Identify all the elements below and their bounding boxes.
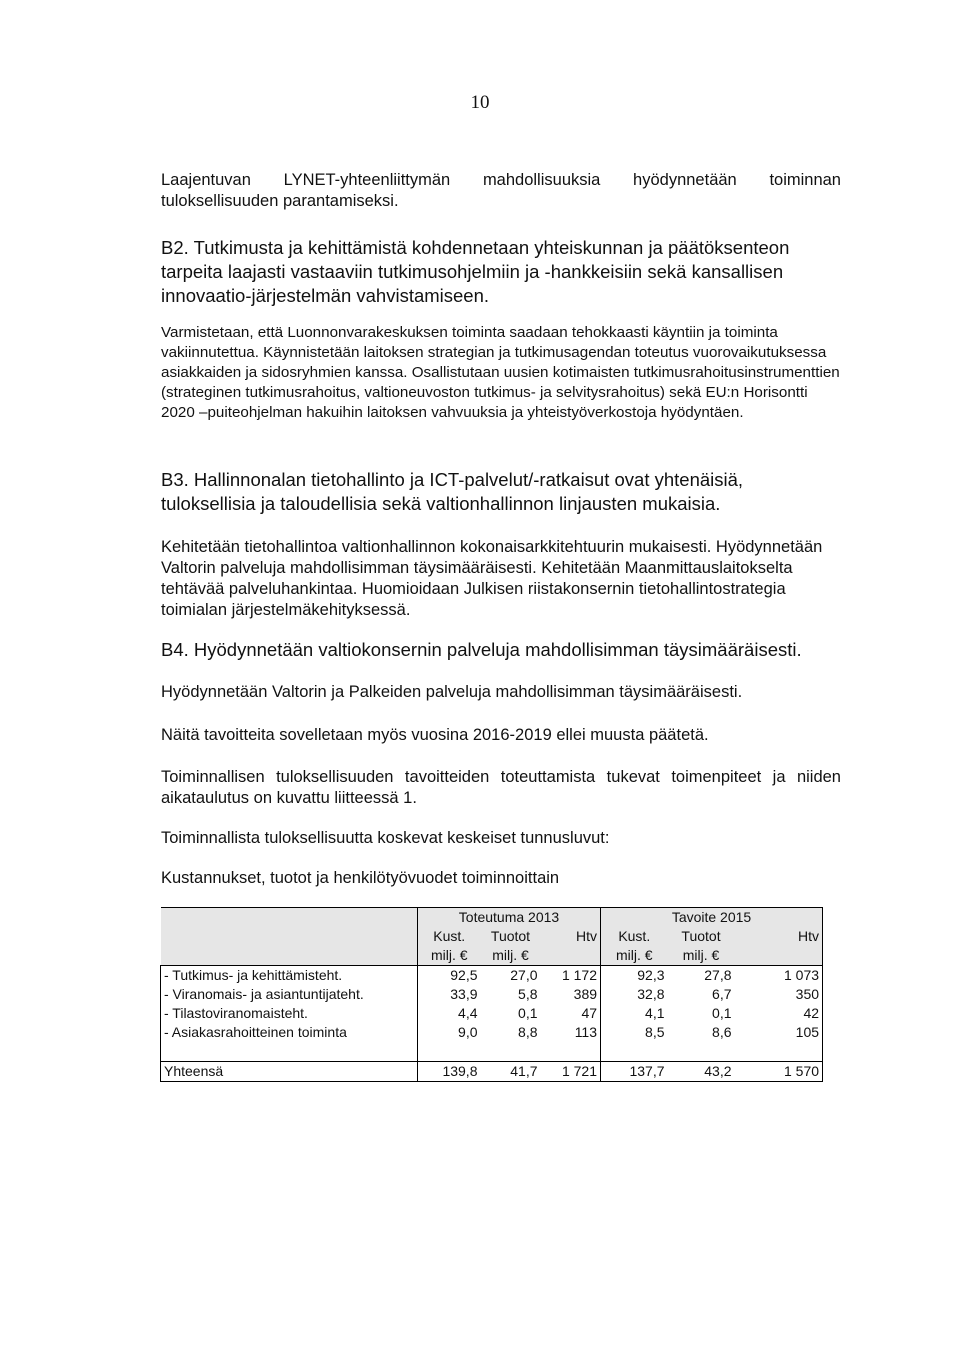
table-unit-row xyxy=(161,946,823,966)
total-label: Yhteensä xyxy=(161,1062,418,1082)
b3-heading: B3. Hallinnonalan tietohallinto ja ICT-palvelut/-ratkaisut ovat yhtenäisiä, tuloksellisia ja taloudellisia sekä valtionhallinnon linjausten mukaisia. xyxy=(161,469,744,514)
spacer-cell xyxy=(418,1042,481,1062)
cell-htv-2013: 1 172 xyxy=(561,967,598,983)
header-empty-cell xyxy=(161,908,418,928)
cell-kust-2013: 4,4 xyxy=(418,1004,481,1023)
unit-kust-2015: milj. € xyxy=(601,946,668,966)
col-htv-2013: Htv xyxy=(576,928,598,944)
spacer-cell xyxy=(161,1042,418,1062)
kpi-intro: Toiminnallista tuloksellisuutta koskevat keskeiset tunnusluvut: xyxy=(161,829,610,847)
unit-tuotot-2013: milj. € xyxy=(481,946,541,966)
table-group-header-row xyxy=(161,908,823,928)
unit-kust-2013: milj. € xyxy=(418,946,481,966)
cell-tuotot-2015: 8,6 xyxy=(712,1024,732,1040)
unit-htv-2013-empty xyxy=(541,946,601,966)
total-htv-2015: 1 570 xyxy=(735,1062,823,1082)
b2-paragraph: Varmistetaan, että Luonnonvarakeskuksen toiminta saadaan tehokkaasti käyntiin ja toiminta vakiinnutettua. Käynnistetään laitoksen strategian ja tutkimusagendan toteutus vuorovaikutuksessa asiakkaiden ja sidosryhmien kanssa. Osallistutaan uusien kotimaisten tutkimusrahoitusinstrumenttien (strateginen tutkimusrahoitus, valtioneuvoston tutkimus- ja selvitysrahoitus) sekä EU:n Horisontti 2020 –puiteohjelman hakuihin laitoksen vahvuuksia ja yhteistyöverkostoja hyödyntäen. xyxy=(161,324,840,421)
cell-htv-2015: 105 xyxy=(735,1023,823,1042)
cell-htv-2015: 42 xyxy=(735,1004,823,1023)
kpi-table xyxy=(160,907,823,1082)
cell-tuotot-2013: 27,0 xyxy=(510,967,538,983)
cell-kust-2013: 92,5 xyxy=(418,966,481,986)
header-empty-cell xyxy=(161,927,418,946)
spacer-cell xyxy=(668,1042,735,1062)
b4-paragraph: Hyödynnetään Valtorin ja Palkeiden palveluja mahdollisimman täysimääräisesti. xyxy=(161,683,743,701)
b2-heading: B2. Tutkimusta ja kehittämistä kohdennetaan yhteiskunnan ja päätöksenteon tarpeita laajasti vastaaviin tutkimusohjelmiin ja -hankkeisiin sekä kansallisen innovaatio-järjestelmän vahvistamiseen. xyxy=(161,237,790,306)
table-total-row xyxy=(161,1062,823,1082)
annex-note: Toiminnallisen tuloksellisuuden tavoitteiden toteuttamista tukevat toimenpiteet ja niiden aikataulutus on kuvattu liitteessä 1. xyxy=(161,768,841,807)
unit-tuotot-2015: milj. € xyxy=(668,946,735,966)
intro-paragraph xyxy=(161,170,841,212)
total-tuotot-2013: 41,7 xyxy=(481,1062,541,1082)
cell-htv-2015: 1 073 xyxy=(735,966,823,986)
total-kust-2013: 139,8 xyxy=(418,1062,481,1082)
table-row xyxy=(161,966,823,986)
table-caption: Kustannukset, tuotot ja henkilötyövuodet toiminnoittain xyxy=(161,869,560,887)
row-label: - Tilastoviranomaisteht. xyxy=(161,1004,418,1023)
spacer-cell xyxy=(601,1042,668,1062)
unit-htv-2015-empty xyxy=(735,946,823,966)
table-spacer-row xyxy=(161,1042,823,1062)
header-empty-cell xyxy=(161,946,418,966)
page-number: 10 xyxy=(470,92,490,113)
cell-tuotot-2013: 5,8 xyxy=(518,986,538,1002)
cell-kust-2013: 33,9 xyxy=(418,985,481,1004)
intro-line-2: tuloksellisuuden parantamiseksi. xyxy=(161,192,399,210)
table-column-header-row xyxy=(161,927,823,946)
table-row xyxy=(161,985,823,1004)
b4-heading: B4. Hyödynnetään valtiokonsernin palveluja mahdollisimman täysimääräisesti. xyxy=(161,639,802,660)
spacer-cell xyxy=(541,1042,601,1062)
row-label: - Tutkimus- ja kehittämisteht. xyxy=(161,966,418,986)
col-tuotot-2015: Tuotot xyxy=(681,928,721,944)
total-kust-2015: 137,7 xyxy=(601,1062,668,1082)
spacer-cell xyxy=(481,1042,541,1062)
total-htv-2013: 1 721 xyxy=(541,1062,601,1082)
group-header-toteutuma: Toteutuma 2013 xyxy=(418,908,601,928)
table-row xyxy=(161,1023,823,1042)
cell-htv-2015: 350 xyxy=(735,985,823,1004)
cell-tuotot-2015: 6,7 xyxy=(712,986,732,1002)
total-tuotot-2015: 43,2 xyxy=(668,1062,735,1082)
spacer-cell xyxy=(735,1042,823,1062)
cell-kust-2015: 4,1 xyxy=(601,1004,668,1023)
cell-kust-2015: 8,5 xyxy=(601,1023,668,1042)
row-label: - Asiakasrahoitteinen toiminta xyxy=(161,1023,418,1042)
cell-kust-2013: 9,0 xyxy=(418,1023,481,1042)
col-tuotot-2013: Tuotot xyxy=(490,928,531,944)
cell-kust-2015: 92,3 xyxy=(601,966,668,986)
cell-tuotot-2013: 8,8 xyxy=(518,1024,538,1040)
years-note: Näitä tavoitteita sovelletaan myös vuosina 2016-2019 ellei muusta päätetä. xyxy=(161,726,709,744)
col-htv-2015: Htv xyxy=(735,927,823,946)
cell-tuotot-2015: 0,1 xyxy=(712,1005,732,1021)
cell-tuotot-2015: 27,8 xyxy=(704,967,732,983)
group-header-tavoite: Tavoite 2015 xyxy=(601,908,823,928)
cell-htv-2013: 113 xyxy=(574,1024,598,1040)
cell-kust-2015: 32,8 xyxy=(601,985,668,1004)
cell-tuotot-2013: 0,1 xyxy=(518,1005,538,1021)
cell-htv-2013: 389 xyxy=(573,986,598,1002)
table-row xyxy=(161,1004,823,1023)
b3-paragraph: Kehitetään tietohallintoa valtionhallinnon kokonaisarkkitehtuurin mukaisesti. Hyödynnetään Valtorin palveluja mahdollisimman täysimääräisesti. Kehitetään Maanmittauslaitokselta tehtävää palveluhankintaa. Huomioidaan Julkisen riistakonsernin tietohallintostrategia toimialan järjestelmäkehityksessä. xyxy=(161,538,823,619)
col-kust-2015: Kust. xyxy=(601,927,668,946)
cell-htv-2013: 47 xyxy=(581,1005,598,1021)
col-kust-2013: Kust. xyxy=(418,927,481,946)
row-label: - Viranomais- ja asiantuntijateht. xyxy=(161,985,418,1004)
intro-line-1: Laajentuvan LYNET-yhteenliittymän mahdollisuuksia hyödynnetään toiminnan xyxy=(161,171,841,189)
